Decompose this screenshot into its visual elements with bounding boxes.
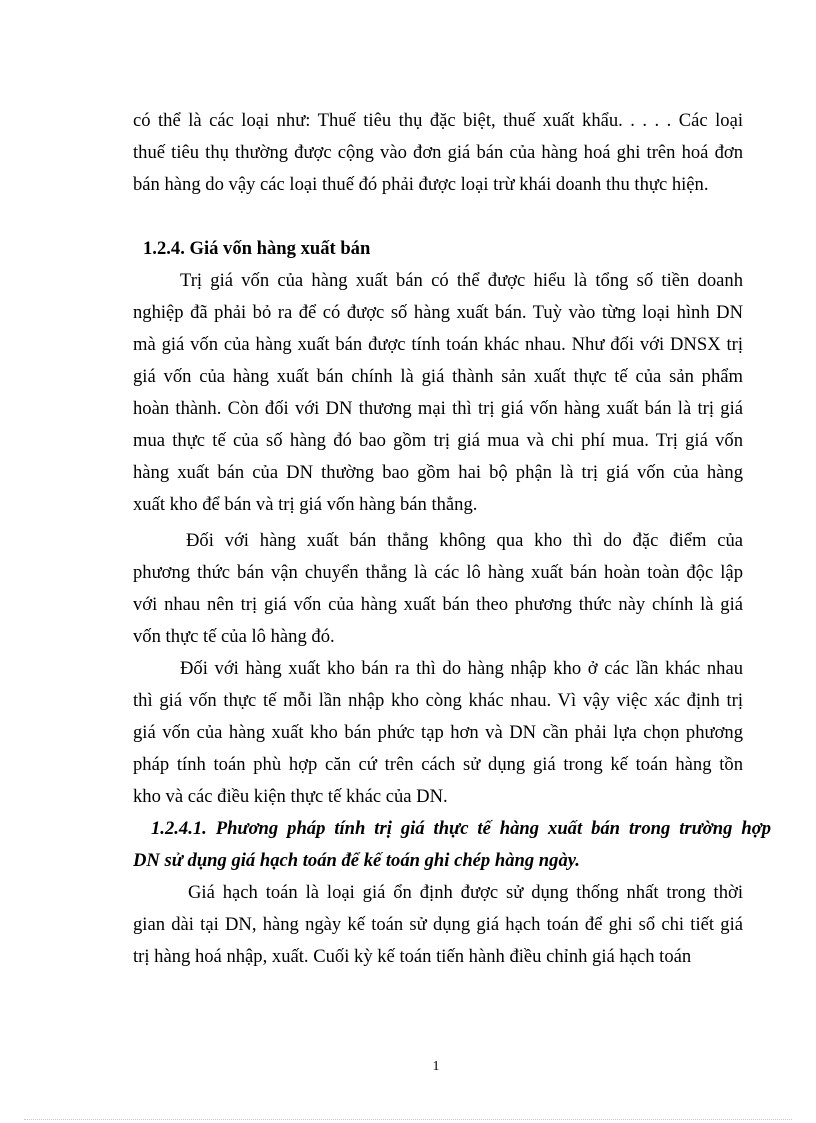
para3-line-5: kho và các điều kiện thực tế khác của DN.: [133, 786, 448, 807]
para3-line-2: thì giá vốn thực tế mỗi lần nhập kho còng khác nhau. Vì vậy việc xác định trị: [133, 690, 743, 711]
para1-line-7: hàng xuất bán của DN thường bao gồm hai bộ phận là trị giá vốn của hàng: [133, 462, 743, 483]
footer-divider: [24, 1119, 792, 1120]
para3-line-1: Đối với hàng xuất kho bán ra thì do hàng nhập kho ở các lần khác nhau: [180, 658, 743, 679]
para2-line-3: với nhau nên trị giá vốn của hàng xuất bán theo phương thức này chính là giá: [133, 594, 743, 615]
para2-line-4: vốn thực tế của lô hàng đó.: [133, 626, 335, 647]
page-number: 1: [432, 1059, 440, 1074]
para3-line-4: pháp tính toán phù hợp căn cứ trên cách sử dụng giá trong kế toán hàng tồn: [133, 754, 743, 775]
para2-line-1: Đối với hàng xuất bán thẳng không qua kho thì do đặc điểm của: [186, 530, 743, 551]
para2-line-2: phương thức bán vận chuyển thẳng là các lô hàng xuất bán hoàn toàn độc lập: [133, 562, 743, 583]
para1-line-6: mua thực tế của số hàng đó bao gồm trị giá mua và chi phí mua. Trị giá vốn: [133, 430, 743, 451]
para1-line-8: xuất kho để bán và trị giá vốn hàng bán thẳng.: [133, 494, 478, 515]
sub-para-line-1: Giá hạch toán là loại giá ổn định được sử dụng thống nhất trong thời: [188, 882, 743, 903]
para1-line-1: Trị giá vốn của hàng xuất bán có thể được hiểu là tổng số tiền doanh: [180, 270, 743, 291]
section-heading: 1.2.4. Giá vốn hàng xuất bán: [143, 238, 371, 259]
sub-para-line-3: trị hàng hoá nhập, xuất. Cuối kỳ kế toán tiến hành điều chỉnh giá hạch toán: [133, 946, 692, 967]
para1-line-4: giá vốn của hàng xuất bán chính là giá thành sản xuất thực tế của sản phẩm: [133, 366, 743, 387]
subsection-heading-line-1: 1.2.4.1. Phương pháp tính trị giá thực tế hàng xuất bán trong trường hợp: [151, 818, 771, 839]
intro-line-3: bán hàng do vậy các loại thuế đó phải được loại trừ khái doanh thu thực hiện.: [133, 174, 709, 195]
para1-line-5: hoàn thành. Còn đối với DN thương mại thì trị giá vốn hàng xuất bán là trị giá: [133, 398, 743, 419]
para1-line-3: mà giá vốn của hàng xuất bán được tính toán khác nhau. Như đối với DNSX trị: [133, 334, 743, 355]
intro-line-1: có thể là các loại như: Thuế tiêu thụ đặc biệt, thuế xuất khẩu. . . . . Các loại: [133, 110, 743, 131]
subsection-heading-line-2: DN sử dụng giá hạch toán để kế toán ghi chép hàng ngày.: [133, 850, 580, 871]
para3-line-3: giá vốn của hàng xuất kho bán phức tạp hơn và DN cần phải lựa chọn phương: [133, 722, 743, 743]
para1-line-2: nghiệp đã phải bỏ ra để có được số hàng xuất bán. Tuỳ vào từng loại hình DN: [133, 302, 743, 323]
intro-line-2: thuế tiêu thụ thường được cộng vào đơn giá bán của hàng hoá ghi trên hoá đơn: [133, 142, 743, 163]
sub-para-line-2: gian dài tại DN, hàng ngày kế toán sử dụng giá hạch toán để ghi sổ chi tiết giá: [133, 914, 743, 935]
